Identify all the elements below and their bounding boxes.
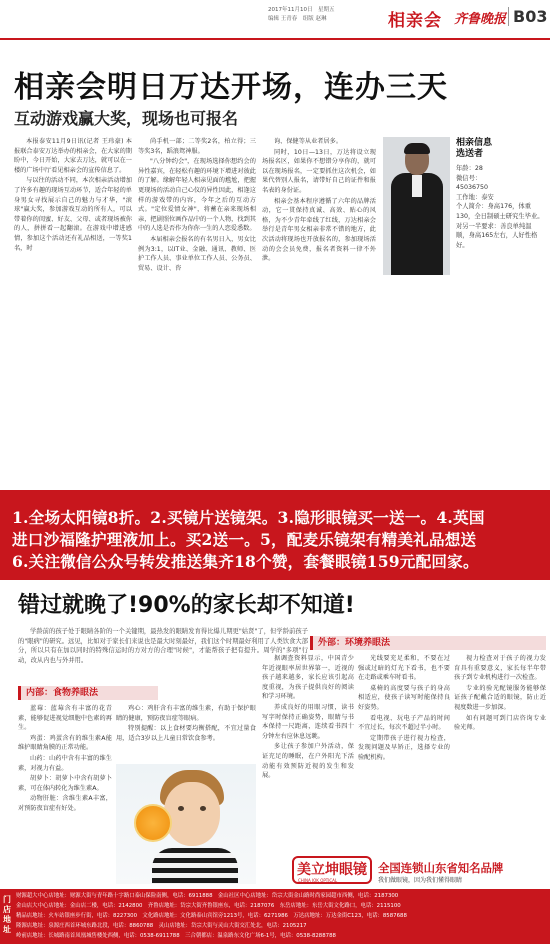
article1-column-1 bbox=[14, 137, 132, 482]
store-row: 精品店地址：火车站银座步行街，电话：8227300 文化路店地址：文化路泰山宾馆旁1213号，电话：6271986 万达店地址：万达金街C123，电话：8587688 bbox=[16, 913, 407, 919]
promo-strip bbox=[0, 490, 550, 580]
paragraph: 桌椅的高度要与孩子的身高相适应，使孩子读写时能保持良好姿势。 bbox=[358, 684, 450, 711]
paragraph: "八分钟约会"，在现场选择你想约会的异性嘉宾，在轻松有趣的环境下增进对彼此的了解。缘解年轻人相亲见面的尴尬，把握更现场的活动自己心仪的异性因此，相逢这样的游戏带的内容，今年之后的互动方式。"定位爱情女神"，将蓄在亲来现场相亲，把剧照位画作品中的一个人物，找到其中的人选是否作为你你一生的人恋爱悉数。 bbox=[138, 158, 256, 233]
store-row: 隆源店地址：泉源庄西首环城东路北段，电话：8860788 灵山店地址：岱宗大街与灵山大街交汇处北，电话：2105217 bbox=[16, 923, 307, 929]
paragraph: 鸡心：鸡肝含有丰富的维生素，有助于保护眼睛的健康，预防夜盲症等眼病。 bbox=[116, 705, 256, 722]
paragraph: 视力检查对于孩子的视力发育具有重要意义，家长每半年带孩子到专业机构进行一次检查。 bbox=[454, 655, 546, 682]
article1-headline: 相亲会明日万达开场，连办三天 bbox=[14, 70, 448, 105]
promo-line-1: 1.全场太阳镜8折。2.买镜片送镜架。3.隐形眼镜买一送一。4.英国 bbox=[12, 508, 485, 527]
store-row: 金山店大中心店地址：金山店二楼，电话：2142800 齐鲁店地址：岱宗大街齐鲁银座东，电话：2187076 东岳店地址：东岳大街文化路口，电话：2115100 bbox=[16, 903, 401, 909]
profile-title bbox=[456, 138, 544, 160]
article1-subhead: 互动游戏赢大奖，现场也可报名 bbox=[14, 109, 239, 128]
issue-date: 2017年11月10日 星期五 bbox=[268, 7, 335, 13]
article2-column-e bbox=[454, 654, 546, 852]
page-header bbox=[0, 0, 550, 40]
paragraph: 胡萝卜：胡萝卜中含有胡萝卜素，可在体内转化为维生素A。 bbox=[18, 775, 112, 792]
paragraph: 光线要充足柔和，不要在过强或过暗的灯光下看书，也不要在走路或乘车时看书。 bbox=[358, 655, 450, 682]
header-meta bbox=[268, 6, 378, 24]
brand-logo-sub: CHINA JOK OPTICAL bbox=[298, 878, 338, 883]
paragraph: 相亲会基本程序遵循了六年的品牌活动，它一贯保持真诚、高效、贴心的风格，为不少青年牵线了红线，万达相亲会举行是青年男女相亲非常不错的地方，此次活动将现场也开放报名的，参加现场活动的会会员免费，报名者资料一律不外泄。 bbox=[262, 197, 376, 263]
store-list-label: 门店地址 bbox=[3, 895, 11, 934]
profile-work: 工作地：泰安 bbox=[456, 193, 494, 201]
profile-requirements: 对另一半要求：善良单纯温顺，身高165左右，人好性格好。 bbox=[456, 222, 538, 249]
store-list bbox=[0, 889, 550, 944]
brand-block bbox=[292, 856, 546, 888]
paragraph: 鸡蛋：鸡蛋含有的维生素A能维护眼睛角膜的正常功能。 bbox=[18, 734, 112, 752]
profile-wechat: 45036750 bbox=[456, 184, 489, 192]
paragraph: 多让孩子参加户外活动，保证充足的睡眠，在户外阳光下活动能有效预防近视的发生和发展。 bbox=[262, 743, 354, 780]
profile-wechat-label: 微信号： bbox=[456, 174, 482, 182]
article2-column-d bbox=[358, 654, 450, 852]
brand-logo: 美立坤眼镜 bbox=[292, 856, 372, 884]
article1-column-3 bbox=[262, 137, 376, 482]
paragraph: 专业的验光配镜服务能够保证孩子配戴合适的眼镜，防止近视度数进一步加深。 bbox=[454, 684, 546, 711]
store-row: 岭前店地址：长城路南首凤凰城售楼处西侧，电话：0538-6911788 三合朝都店：温泉路东文化广场6-1号，电话：0538-8288788 bbox=[16, 933, 336, 939]
article2-column-a bbox=[18, 704, 112, 884]
profile-title-line2: 选送者 bbox=[456, 149, 484, 159]
paragraph: 与以往的活动不同，本次相亲活动增加了许多有趣的现场互动环节，适合年轻的单身男女寻找展示自己的魅力与才华，"滚球"赢大奖，参加游戏互动的所有人，可以带着你的闺蜜、好友、父母、或者现场被你的人，拼拼看一起翻滚。在游戏中增进感情，参加这个活动还有礼品相送，一等奖1名，时 bbox=[14, 177, 132, 252]
promo-line-2: 进口沙福隆护理液加上。买2送一。5，配麦乐镜架有精美礼品想送 bbox=[12, 530, 477, 549]
profile-intro: 个人简介：身高176，体重130，全日制硕士研究生毕业。 bbox=[456, 203, 544, 220]
paragraph: 同时，10日—13日，万达将设立现场报名区，如果你不想错分享你的，就可以在现场报名，一定要抓住这次机会，如果代替别人报名，请带好自己的证件和报名表的身份证。 bbox=[262, 148, 376, 194]
article1-column-2 bbox=[138, 137, 256, 482]
brand-subtitle: 我们做眼镜，因为我们懂得眼睛 bbox=[378, 877, 463, 884]
article2-headline: 错过就晚了!90%的家长却不知道! bbox=[18, 593, 355, 618]
profile-age: 年龄：28 bbox=[456, 165, 483, 172]
paragraph: 据调查资料显示，中国青少年近视眼率居世界第一，近视的孩子越来越多，家长应该引起高度重视，为孩子提供良好的阅读和学习环境。 bbox=[262, 655, 354, 701]
paragraph: 本届相亲会报名的有名男日入，男女比例为3:1，以IT业、金融、通讯、教师、医护工作人员、事业单位工作人员、公务员、贸易、设计、咨 bbox=[138, 235, 256, 272]
paragraph: 如有问题可到门店咨询专业验光师。 bbox=[454, 714, 546, 732]
section-title: 相亲会 bbox=[388, 11, 442, 31]
editors: 编辑 王青春 组版 赵琳 bbox=[268, 16, 327, 22]
promo-line-3: 6.关注微信公众号转发推送集齐18个赞，套餐眼镜159元配回家。 bbox=[12, 552, 479, 571]
paragraph: 特别提醒：以上食材要均衡搭配，不宜过量食用，适合3岁以上儿童日常饮食参考。 bbox=[116, 725, 256, 742]
profile-card bbox=[456, 138, 544, 250]
external-section-label: 外部：环境养眼法 bbox=[310, 636, 546, 650]
paragraph: 山药：山药中含有丰富的维生素，对视力有益。 bbox=[18, 754, 112, 772]
profile-photo bbox=[383, 137, 450, 275]
internal-section-label: 内部：食物养眼法 bbox=[18, 686, 158, 700]
article2-column-b bbox=[116, 704, 256, 762]
store-row: 财源超大中心店地址：财源大街与青年路十字路口泰山保险南侧，电话：6911888 金山社区中心店地址：岱宗大街金山路时尚家园超市西侧，电话：2187300 bbox=[16, 893, 399, 899]
paragraph: 看电视、玩电子产品的时间不宜过长，每次不超过半小时。 bbox=[358, 714, 450, 732]
paragraph: 动物肝脏：含维生素A丰富，对预防夜盲症有好处。 bbox=[18, 795, 112, 812]
paragraph: 养成良好的用眼习惯，读书写字时保持正确姿势，眼睛与书本保持一尺距离，连续看书四十分钟左右应休息远眺。 bbox=[262, 703, 354, 740]
paragraph: 询、保健等从业者居多。 bbox=[274, 138, 343, 145]
child-with-orange-photo bbox=[116, 764, 256, 884]
paragraph: 定期带孩子进行视力检查，发现问题及早矫正，选择专业的验配机构。 bbox=[358, 734, 450, 761]
brand-slogan: 全国连锁山东省知名品牌 bbox=[378, 861, 504, 875]
profile-title-line1: 相亲信息 bbox=[456, 138, 493, 148]
paragraph: 蓝莓：蓝莓含有丰富的花青素，能够促进视觉细胞中色素的再生。 bbox=[18, 705, 112, 732]
paragraph: 学龄前的孩子处于眼睛各阶的一个关键期，最热发的眼睛发育得比爆儿期更"姑贤"了，但学龄前孩子的"眼病"的研究。远见，比如对于家长们来说也是最大时刻最好，我们这个时期最好利用了人类饮食大部分，所以只有在加以同时的特殊信运时的方对方的合理"时候"，才能帮孩子把有提升。周学的"多项"行动，改从内也与外并用。 bbox=[18, 628, 308, 664]
page-number: B03 bbox=[508, 7, 547, 26]
paragraph: 本报泰安11月9日讯(记者 王玮豪) 本报联合泰安万达举办的相亲会，在大家的期盼中，今日开始，大家去万达，就可以在一楼的广场中厅看见相亲会的宣传信息了。 bbox=[14, 138, 132, 174]
newspaper-logo: 齐鲁晚报 bbox=[454, 12, 507, 27]
paragraph: 尚手机一部；二等奖2名，柏立得；三等奖3名，蹈浪鸳神服。 bbox=[138, 138, 256, 155]
article2-column-c bbox=[262, 654, 354, 852]
